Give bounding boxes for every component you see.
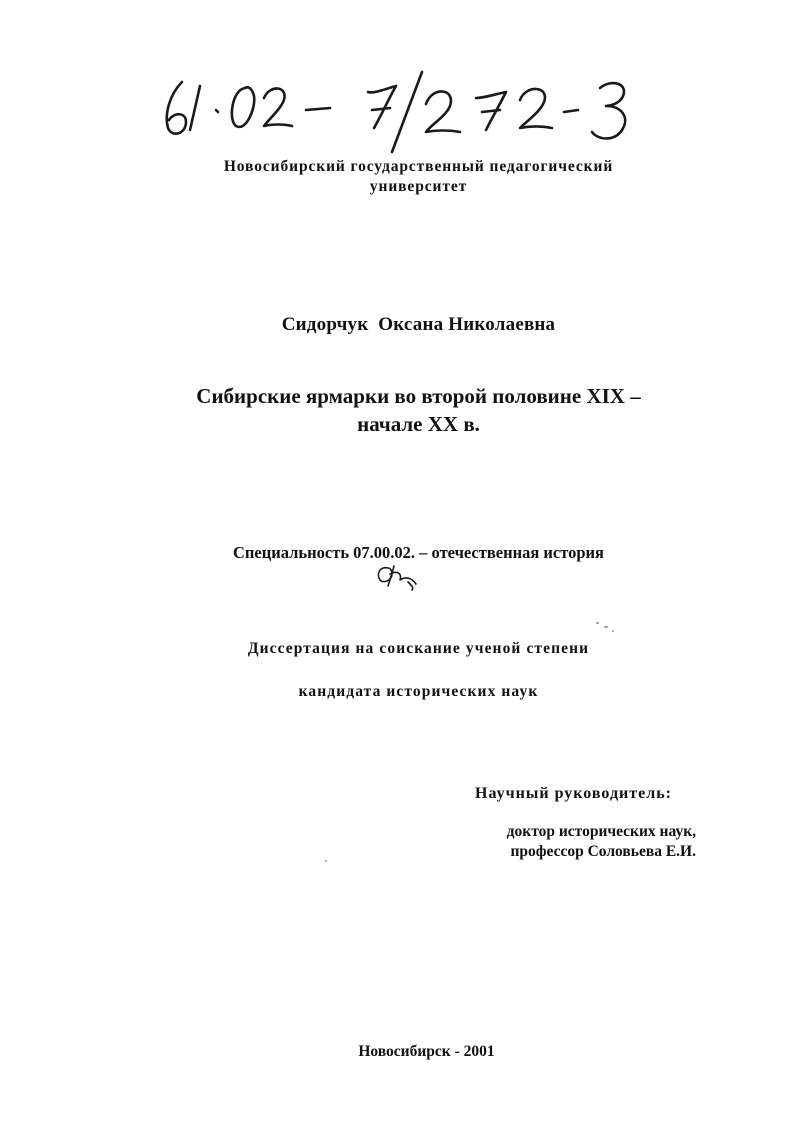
supervisor-block (470, 822, 696, 862)
scan-speck (604, 626, 608, 628)
degree-line-2: кандидата исторических наук (298, 683, 539, 700)
scan-speck (596, 622, 599, 624)
scan-speck (612, 630, 614, 632)
institution-line-2: университет (369, 178, 468, 195)
scan-speck (325, 860, 327, 862)
archive-number-handwritten (160, 70, 640, 160)
institution-line-1: Новосибирский государственный педагогический (223, 158, 614, 175)
handwritten-initials (372, 560, 422, 592)
supervisor-label: Научный руководитель: (475, 785, 672, 802)
title-line-1: Сибирские ярмарки во второй половине XIX – (196, 384, 641, 408)
author-name: Сидорчук Оксана Николаевна (281, 314, 556, 335)
archive-number-ink (160, 70, 640, 160)
specialty: Специальность 07.00.02. – отечественная история (233, 543, 604, 562)
degree-line-1: Диссертация на соискание ученой степени (247, 640, 590, 657)
dissertation-title (22, 382, 793, 438)
place-and-year: Новосибирск - 2001 (358, 1043, 495, 1060)
supervisor-line-1: доктор исторических наук, (506, 823, 696, 840)
title-line-2: начале XX в. (357, 412, 480, 436)
institution-name (22, 157, 793, 197)
supervisor-line-2: профессор Соловьева Е.И. (510, 843, 696, 860)
